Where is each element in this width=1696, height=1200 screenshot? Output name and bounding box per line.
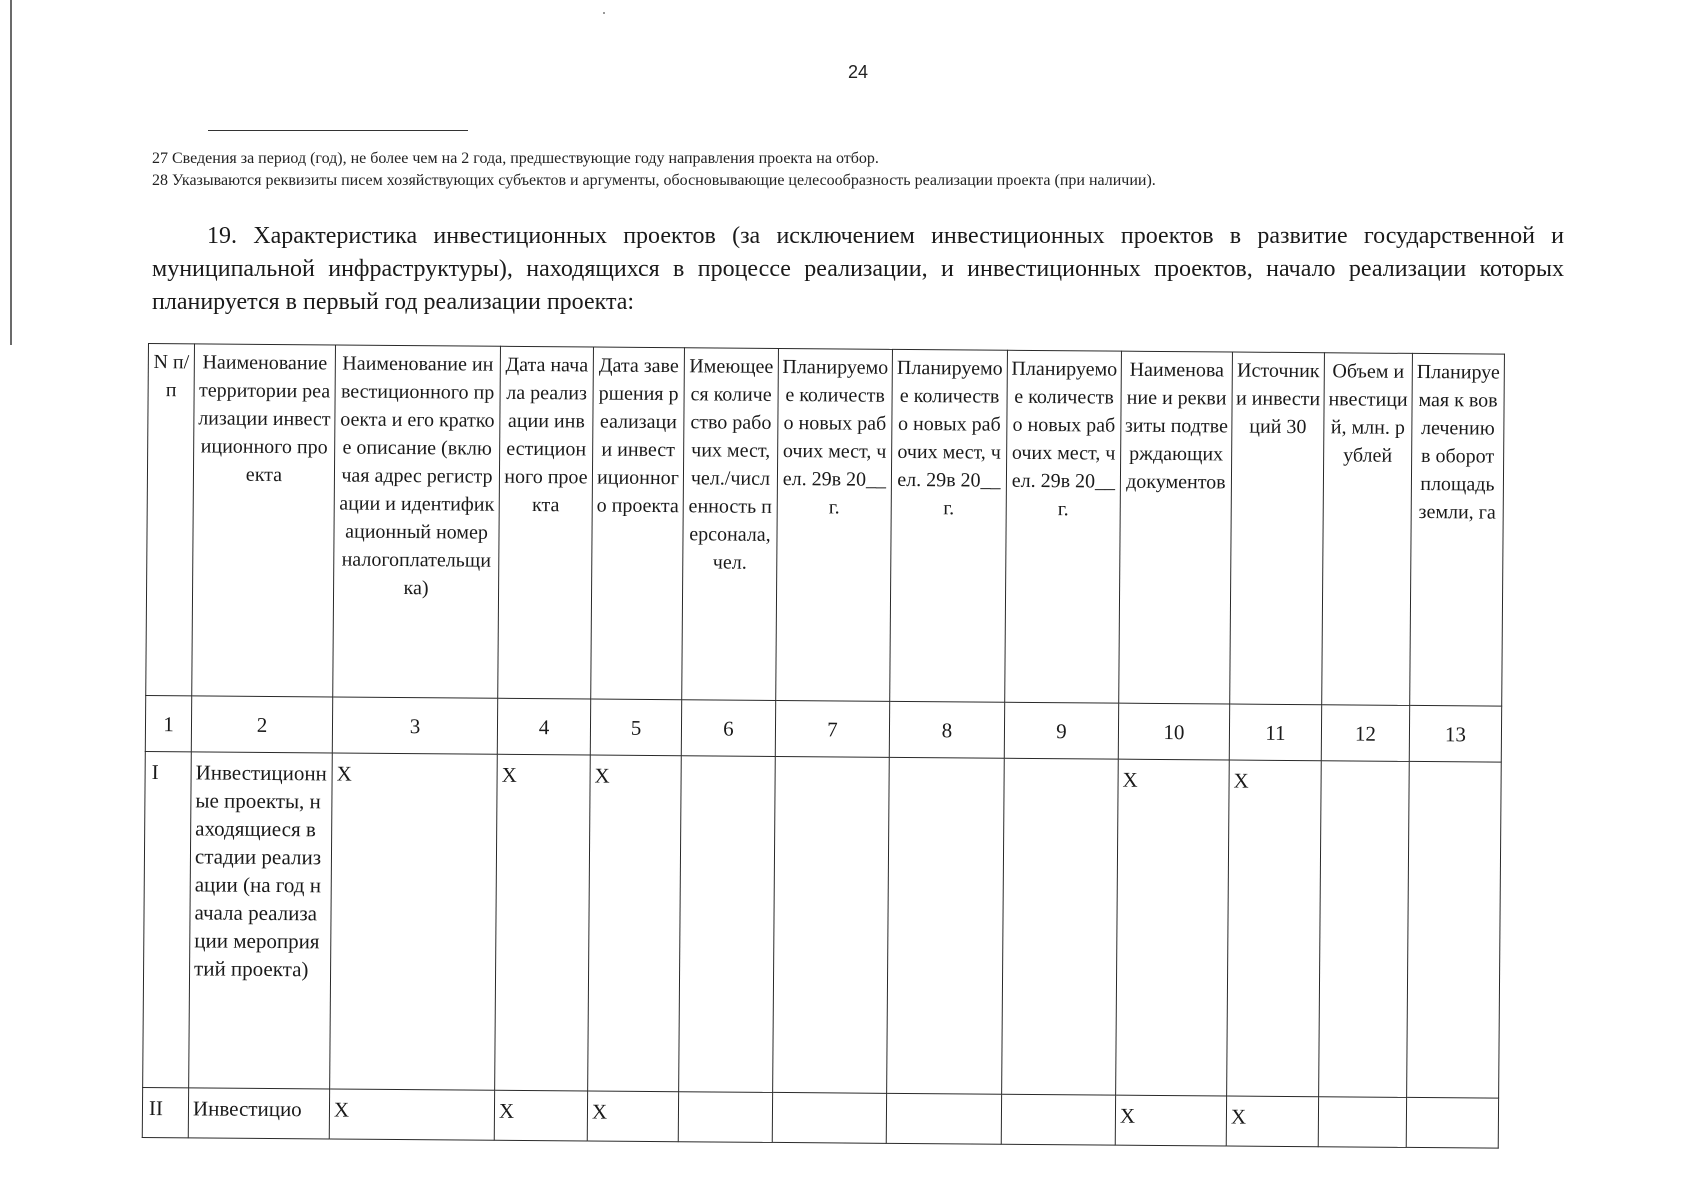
- header-cell-2: Наименование территории реализации инвестиционного проекта: [192, 344, 336, 697]
- scan-edge-line: [10, 0, 12, 345]
- header-cell-3: Наименование инвестиционного проекта и его краткое описание (включая адрес регистрации и идентификационный номер налогоплательщика): [333, 345, 501, 698]
- table-row: [143, 751, 1502, 1098]
- cross-mark: X: [330, 753, 498, 1090]
- territory-cell: Инвестицио: [188, 1088, 329, 1139]
- footnote-28: 28 Указываются реквизиты писем хозяйствующих субъектов и аргументы, обосновывающие целесообразность реализации проекта (при наличии).: [152, 172, 1156, 189]
- table-cell: [679, 756, 776, 1093]
- scan-speck: [603, 12, 605, 14]
- table-cell: [887, 757, 1005, 1094]
- column-number: 12: [1321, 705, 1409, 762]
- section-heading: 19. Характеристика инвестиционных проектов (за исключением инвестиционных проектов в развитие государственной и муниципальной инфраструктуры), находящихся в процессе реализации, и инвестиционных проектов, начало реализации которых планируется в первый год реализации проекта:: [152, 223, 1564, 315]
- header-row: [146, 344, 1505, 707]
- table-row: [142, 1087, 1498, 1148]
- cross-mark: X: [588, 755, 682, 1092]
- table-cell: [886, 1093, 1001, 1144]
- cross-mark: X: [494, 1090, 587, 1141]
- header-cell-8: Планируемое количество новых рабочих мест, чел. 29в 20__ г.: [890, 349, 1008, 702]
- investment-projects-table: [142, 343, 1505, 1149]
- header-cell-7: Планируемое количество новых рабочих мест, чел. 29в 20__ г.: [776, 348, 893, 701]
- territory-cell: Инвестиционные проекты, находящиеся в стадии реализации (на год начала реализации мероприятий проекта): [189, 752, 333, 1089]
- column-number: 4: [497, 698, 590, 755]
- column-number: 9: [1004, 702, 1118, 759]
- row-number-cell: II: [142, 1087, 188, 1137]
- footnotes: [152, 148, 1452, 192]
- table-cell: [1002, 758, 1119, 1095]
- table-cell: [773, 756, 890, 1093]
- cross-mark: X: [495, 754, 591, 1091]
- header-cell-5: Дата завершения реализации инвестиционного проекта: [591, 347, 685, 700]
- column-number: 1: [145, 695, 191, 751]
- cross-mark: X: [587, 1091, 678, 1142]
- table-cell: [772, 1092, 886, 1143]
- column-number: 2: [191, 696, 332, 753]
- header-cell-9: Планируемое количество новых рабочих мест, чел. 29в 20__ г.: [1005, 350, 1122, 703]
- column-number: 10: [1118, 703, 1229, 760]
- header-cell-1: N п/п: [146, 344, 195, 696]
- header-cell-4: Дата начала реализации инвестиционного проекта: [498, 346, 594, 699]
- table-cell: [1319, 761, 1410, 1098]
- cross-mark: X: [1226, 1096, 1318, 1147]
- cross-mark: X: [1227, 760, 1322, 1097]
- cross-mark: X: [329, 1089, 494, 1140]
- cross-mark: X: [1116, 759, 1230, 1096]
- column-number: 6: [681, 700, 775, 757]
- table-cell: [1318, 1097, 1406, 1148]
- footnote-separator: [208, 130, 468, 131]
- cross-mark: X: [1115, 1095, 1226, 1146]
- column-number: 7: [775, 700, 889, 757]
- header-cell-6: Имеющееся количество рабочих мест, чел./численность персонала, чел.: [682, 348, 779, 701]
- table-cell: [1407, 761, 1502, 1098]
- header-cell-11: Источники инвестиций 30: [1230, 352, 1325, 705]
- column-number: 3: [332, 697, 497, 754]
- column-number: 13: [1409, 705, 1501, 762]
- column-number: 11: [1229, 704, 1321, 761]
- table-cell: [1406, 1097, 1498, 1148]
- table-cell: [678, 1092, 772, 1143]
- column-number: 8: [889, 701, 1004, 758]
- footnote-27: 27 Сведения за период (год), не более чем на 2 года, предшествующие году направления проекта на отбор.: [152, 150, 879, 167]
- header-cell-12: Объем инвестиций, млн. рублей: [1322, 353, 1413, 706]
- column-number: 5: [590, 699, 681, 756]
- page-number: 24: [847, 62, 869, 82]
- header-cell-13: Планируемая к вовлечению в оборот площадь земли, га: [1410, 353, 1505, 706]
- table-cell: [1001, 1094, 1115, 1145]
- row-number-cell: I: [143, 751, 192, 1087]
- header-cell-10: Наименование и реквизиты подтверждающих документов: [1119, 351, 1233, 704]
